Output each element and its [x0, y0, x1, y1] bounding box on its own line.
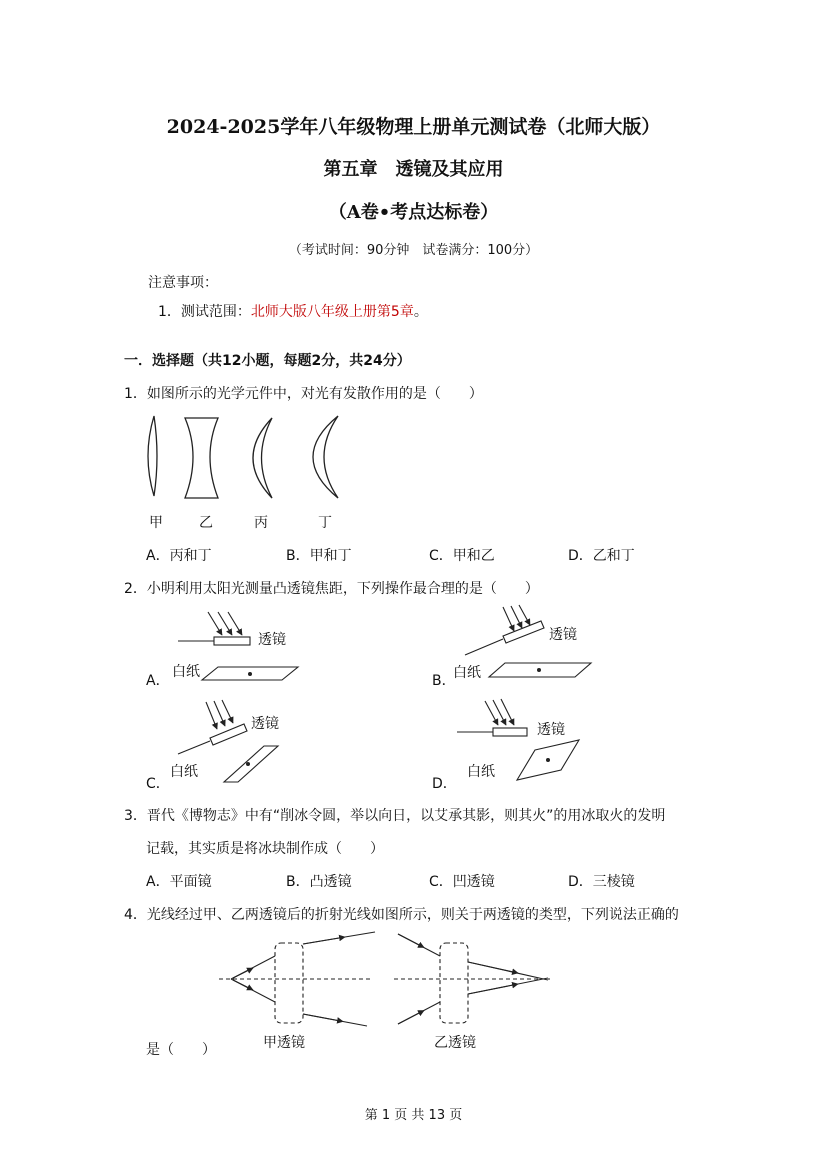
- q2c-lens-label: 透镜: [251, 716, 279, 732]
- page-title: 2024-2025学年八年级物理上册单元测试卷（北师大版）: [166, 116, 661, 138]
- page-footer: 第 1 页 共 13 页: [364, 1108, 463, 1123]
- q2d-paper-label: 白纸: [467, 764, 495, 780]
- question-1-option-d[interactable]: D．乙和丁: [568, 548, 635, 564]
- notes-item-1-prefix: 1．测试范围：: [158, 304, 251, 320]
- question-3-stem-line1: 3．晋代《博物志》中有“削冰令圆，举以向日，以艾承其影，则其火”的用冰取火的发明: [124, 808, 666, 824]
- question-1-figure: [130, 410, 360, 535]
- question-4-figure-yi: [390, 928, 555, 1053]
- lens-jia: [148, 416, 157, 496]
- question-1-option-c[interactable]: C．甲和乙: [429, 548, 495, 564]
- label-jia: 甲: [149, 515, 163, 531]
- notes-item-1: [158, 301, 428, 321]
- label-yi-lens: 乙透镜: [434, 1035, 476, 1051]
- notes-item-1-suffix: 。: [413, 304, 428, 320]
- question-2-stem: 2．小明利用太阳光测量凸透镜焦距，下列操作最合理的是（ ）: [124, 581, 539, 597]
- question-3-stem-line2: 记载，其实质是将冰块制作成（ ）: [146, 841, 384, 857]
- question-1-stem: 1．如图所示的光学元件中，对光有发散作用的是（ ）: [124, 386, 483, 402]
- q2a-lens-label: 透镜: [258, 632, 286, 648]
- lens-ding: [313, 416, 338, 498]
- question-2-option-b[interactable]: B．: [432, 673, 456, 689]
- question-2-figure-c: [168, 700, 308, 785]
- section-heading: 一．选择题（共12小题，每题2分，共24分）: [124, 353, 411, 369]
- notes-heading: 注意事项：: [148, 275, 218, 291]
- question-3-option-c[interactable]: C．凹透镜: [429, 874, 495, 890]
- q2a-paper-label: 白纸: [172, 664, 200, 680]
- question-1-option-a[interactable]: A．丙和丁: [146, 548, 212, 564]
- label-yi: 乙: [199, 515, 213, 531]
- chapter-title: 第五章 透镜及其应用: [323, 159, 504, 180]
- q2c-paper-label: 白纸: [170, 764, 198, 780]
- q2b-lens-label: 透镜: [549, 627, 577, 643]
- question-4-stem-line2: 是（ ）: [146, 1042, 216, 1058]
- paper-type: （A卷•考点达标卷）: [328, 202, 499, 223]
- question-2-figure-a: [170, 610, 310, 685]
- q2b-paper-label: 白纸: [453, 665, 481, 681]
- question-1-option-b[interactable]: B．甲和丁: [286, 548, 352, 564]
- label-jia-lens: 甲透镜: [263, 1035, 305, 1051]
- lens-yi: [185, 418, 218, 498]
- question-2-option-c[interactable]: C．: [146, 776, 170, 792]
- question-3-option-d[interactable]: D．三棱镜: [568, 874, 635, 890]
- question-2-figure-d: [455, 698, 595, 783]
- question-3-option-a[interactable]: A．平面镜: [146, 874, 212, 890]
- notes-item-1-scope: 北师大版八年级上册第5章: [250, 304, 414, 320]
- label-ding: 丁: [318, 515, 332, 531]
- q2d-lens-label: 透镜: [537, 722, 565, 738]
- label-bing: 丙: [254, 515, 268, 531]
- lens-bing: [253, 418, 272, 498]
- question-4-stem-line1: 4．光线经过甲、乙两透镜后的折射光线如图所示，则关于两透镜的类型，下列说法正确的: [124, 907, 679, 923]
- question-2-option-a[interactable]: A．: [146, 673, 170, 689]
- question-2-figure-b: [455, 605, 595, 685]
- question-3-option-b[interactable]: B．凸透镜: [286, 874, 352, 890]
- exam-info: （考试时间：90分钟 试卷满分：100分）: [288, 243, 539, 258]
- question-4-figure-jia: [215, 928, 380, 1053]
- question-2-option-d[interactable]: D．: [432, 776, 457, 792]
